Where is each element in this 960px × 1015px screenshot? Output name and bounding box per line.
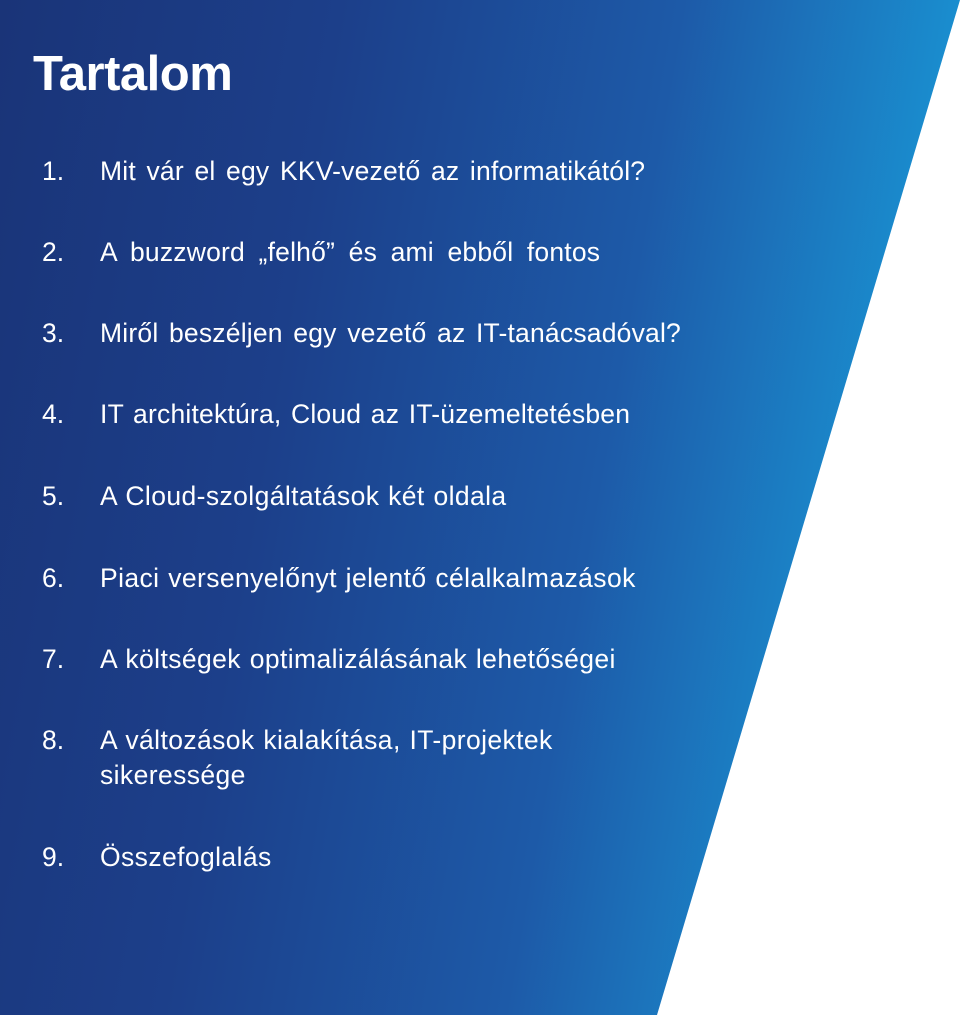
toc-item-number: 9. [42,842,65,872]
toc-item-text: Piaci versenyelőnyt jelentő célalkalmazások [100,563,636,593]
toc-item-text: IT architektúra, Cloud az IT-üzemeltetésben [100,399,631,429]
toc-item-text: Összefoglalás [100,842,272,872]
toc-item-text: A Cloud-szolgáltatások két oldala [100,481,507,511]
toc-item-text: Miről beszéljen egy vezető az IT-tanácsadóval? [100,318,681,348]
toc-item-text: A költségek optimalizálásának lehetőségei [100,644,616,674]
toc-item-number: 7. [42,644,65,674]
toc-item-number: 1. [42,156,65,186]
toc-item-number: 5. [42,481,65,511]
toc-item-number: 2. [42,237,65,267]
toc-item-number: 3. [42,318,65,348]
toc-item-text: Mit vár el egy KKV-vezető az informatikától? [100,156,646,186]
page-title: Tartalom [33,47,233,101]
toc-item-number: 6. [42,563,65,593]
toc-item-text: A buzzword „felhő” és ami ebből fontos [100,237,601,267]
toc-item-text: A változások kialakítása, IT-projektek sikeressége [100,725,553,790]
toc-item-number: 4. [42,399,65,429]
toc-item-number: 8. [42,725,65,755]
